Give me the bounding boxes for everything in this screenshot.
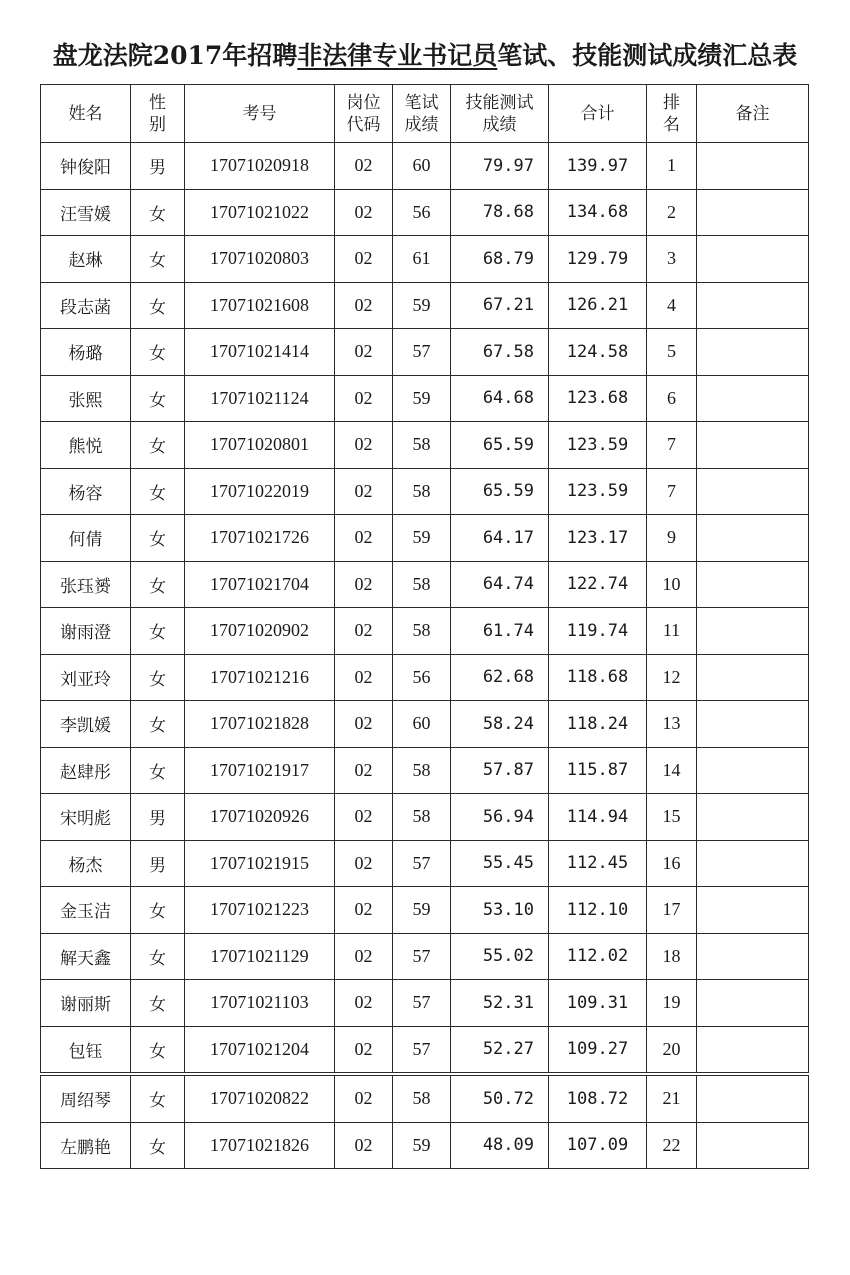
table-row bbox=[41, 980, 809, 1027]
title-suffix: 笔试、技能测试成绩汇总表 bbox=[497, 41, 798, 70]
cell-remark bbox=[697, 840, 809, 887]
cell-remark bbox=[697, 1122, 809, 1169]
cell-skill-score: 58.24 bbox=[451, 701, 549, 748]
cell-total: 119.74 bbox=[549, 608, 647, 655]
cell-exam-no: 17071020822 bbox=[185, 1074, 335, 1122]
cell-name: 李凯媛 bbox=[41, 701, 131, 748]
cell-remark bbox=[697, 143, 809, 190]
cell-name: 谢丽斯 bbox=[41, 980, 131, 1027]
cell-total: 112.45 bbox=[549, 840, 647, 887]
cell-sex: 女 bbox=[131, 375, 185, 422]
cell-total: 139.97 bbox=[549, 143, 647, 190]
cell-remark bbox=[697, 608, 809, 655]
table-row bbox=[41, 561, 809, 608]
cell-name: 何倩 bbox=[41, 515, 131, 562]
cell-skill-score: 64.17 bbox=[451, 515, 549, 562]
cell-name: 金玉洁 bbox=[41, 887, 131, 934]
cell-written-score: 58 bbox=[393, 561, 451, 608]
cell-exam-no: 17071021204 bbox=[185, 1026, 335, 1074]
cell-total: 123.68 bbox=[549, 375, 647, 422]
table-row bbox=[41, 747, 809, 794]
cell-skill-score: 56.94 bbox=[451, 794, 549, 841]
table-row bbox=[41, 794, 809, 841]
cell-post-code: 02 bbox=[335, 701, 393, 748]
cell-remark bbox=[697, 282, 809, 329]
table-row bbox=[41, 282, 809, 329]
cell-post-code: 02 bbox=[335, 375, 393, 422]
cell-written-score: 58 bbox=[393, 794, 451, 841]
cell-exam-no: 17071020902 bbox=[185, 608, 335, 655]
table-row bbox=[41, 468, 809, 515]
cell-rank: 11 bbox=[647, 608, 697, 655]
cell-post-code: 02 bbox=[335, 933, 393, 980]
cell-exam-no: 17071020801 bbox=[185, 422, 335, 469]
cell-post-code: 02 bbox=[335, 515, 393, 562]
cell-post-code: 02 bbox=[335, 561, 393, 608]
cell-written-score: 57 bbox=[393, 933, 451, 980]
cell-remark bbox=[697, 422, 809, 469]
cell-sex: 女 bbox=[131, 1074, 185, 1122]
cell-remark bbox=[697, 794, 809, 841]
cell-written-score: 58 bbox=[393, 1074, 451, 1122]
cell-name: 赵琳 bbox=[41, 236, 131, 283]
cell-written-score: 60 bbox=[393, 701, 451, 748]
cell-written-score: 59 bbox=[393, 282, 451, 329]
cell-post-code: 02 bbox=[335, 236, 393, 283]
cell-name: 包钰 bbox=[41, 1026, 131, 1074]
cell-sex: 女 bbox=[131, 654, 185, 701]
cell-name: 左鹏艳 bbox=[41, 1122, 131, 1169]
cell-written-score: 59 bbox=[393, 887, 451, 934]
title-underlined-position: 非法律专业书记员 bbox=[297, 41, 498, 70]
cell-post-code: 02 bbox=[335, 282, 393, 329]
cell-remark bbox=[697, 468, 809, 515]
cell-written-score: 58 bbox=[393, 468, 451, 515]
cell-remark bbox=[697, 375, 809, 422]
cell-rank: 17 bbox=[647, 887, 697, 934]
cell-written-score: 58 bbox=[393, 747, 451, 794]
cell-post-code: 02 bbox=[335, 143, 393, 190]
cell-rank: 9 bbox=[647, 515, 697, 562]
cell-rank: 7 bbox=[647, 468, 697, 515]
cell-post-code: 02 bbox=[335, 654, 393, 701]
cell-sex: 女 bbox=[131, 933, 185, 980]
cell-rank: 1 bbox=[647, 143, 697, 190]
header-total: 合计 bbox=[549, 85, 647, 143]
table-row bbox=[41, 1026, 809, 1074]
cell-written-score: 57 bbox=[393, 1026, 451, 1074]
cell-name: 张熙 bbox=[41, 375, 131, 422]
cell-exam-no: 17071021124 bbox=[185, 375, 335, 422]
score-table bbox=[40, 84, 809, 1169]
table-row bbox=[41, 933, 809, 980]
table-row bbox=[41, 608, 809, 655]
cell-name: 熊悦 bbox=[41, 422, 131, 469]
table-row bbox=[41, 422, 809, 469]
cell-rank: 21 bbox=[647, 1074, 697, 1122]
header-remark: 备注 bbox=[697, 85, 809, 143]
cell-exam-no: 17071021726 bbox=[185, 515, 335, 562]
cell-total: 108.72 bbox=[549, 1074, 647, 1122]
table-row bbox=[41, 143, 809, 190]
cell-total: 118.24 bbox=[549, 701, 647, 748]
cell-post-code: 02 bbox=[335, 422, 393, 469]
cell-remark bbox=[697, 701, 809, 748]
cell-sex: 女 bbox=[131, 468, 185, 515]
cell-post-code: 02 bbox=[335, 1026, 393, 1074]
cell-exam-no: 17071021828 bbox=[185, 701, 335, 748]
cell-written-score: 58 bbox=[393, 422, 451, 469]
cell-sex: 女 bbox=[131, 980, 185, 1027]
cell-remark bbox=[697, 933, 809, 980]
cell-exam-no: 17071022019 bbox=[185, 468, 335, 515]
cell-exam-no: 17071021608 bbox=[185, 282, 335, 329]
cell-written-score: 59 bbox=[393, 515, 451, 562]
cell-name: 解天鑫 bbox=[41, 933, 131, 980]
cell-post-code: 02 bbox=[335, 887, 393, 934]
cell-total: 107.09 bbox=[549, 1122, 647, 1169]
cell-name: 张珏赟 bbox=[41, 561, 131, 608]
cell-sex: 女 bbox=[131, 701, 185, 748]
cell-skill-score: 68.79 bbox=[451, 236, 549, 283]
page-title bbox=[0, 36, 850, 72]
cell-rank: 16 bbox=[647, 840, 697, 887]
cell-exam-no: 17071021826 bbox=[185, 1122, 335, 1169]
cell-name: 谢雨澄 bbox=[41, 608, 131, 655]
cell-written-score: 57 bbox=[393, 980, 451, 1027]
cell-sex: 男 bbox=[131, 840, 185, 887]
cell-post-code: 02 bbox=[335, 794, 393, 841]
cell-total: 118.68 bbox=[549, 654, 647, 701]
header-written-score: 笔试 成绩 bbox=[393, 85, 451, 143]
cell-skill-score: 50.72 bbox=[451, 1074, 549, 1122]
cell-remark bbox=[697, 1074, 809, 1122]
cell-total: 134.68 bbox=[549, 189, 647, 236]
cell-written-score: 59 bbox=[393, 375, 451, 422]
cell-sex: 男 bbox=[131, 143, 185, 190]
cell-exam-no: 17071021022 bbox=[185, 189, 335, 236]
header-sex: 性 别 bbox=[131, 85, 185, 143]
cell-remark bbox=[697, 980, 809, 1027]
cell-written-score: 60 bbox=[393, 143, 451, 190]
cell-rank: 14 bbox=[647, 747, 697, 794]
cell-remark bbox=[697, 189, 809, 236]
cell-remark bbox=[697, 747, 809, 794]
cell-total: 115.87 bbox=[549, 747, 647, 794]
cell-remark bbox=[697, 887, 809, 934]
cell-name: 刘亚玲 bbox=[41, 654, 131, 701]
cell-rank: 2 bbox=[647, 189, 697, 236]
cell-sex: 女 bbox=[131, 329, 185, 376]
table-row bbox=[41, 1122, 809, 1169]
cell-sex: 女 bbox=[131, 189, 185, 236]
cell-rank: 10 bbox=[647, 561, 697, 608]
cell-exam-no: 17071021129 bbox=[185, 933, 335, 980]
header-rank: 排 名 bbox=[647, 85, 697, 143]
cell-skill-score: 53.10 bbox=[451, 887, 549, 934]
cell-skill-score: 64.74 bbox=[451, 561, 549, 608]
title-prefix: 盘龙法院2017年招聘 bbox=[52, 41, 298, 70]
cell-rank: 7 bbox=[647, 422, 697, 469]
cell-name: 段志菡 bbox=[41, 282, 131, 329]
header-skill-score: 技能测试 成绩 bbox=[451, 85, 549, 143]
cell-total: 123.59 bbox=[549, 468, 647, 515]
cell-skill-score: 65.59 bbox=[451, 468, 549, 515]
cell-skill-score: 67.21 bbox=[451, 282, 549, 329]
table-row bbox=[41, 375, 809, 422]
table-row bbox=[41, 840, 809, 887]
cell-name: 汪雪媛 bbox=[41, 189, 131, 236]
cell-sex: 女 bbox=[131, 1122, 185, 1169]
cell-exam-no: 17071021414 bbox=[185, 329, 335, 376]
cell-skill-score: 79.97 bbox=[451, 143, 549, 190]
cell-rank: 20 bbox=[647, 1026, 697, 1074]
cell-exam-no: 17071021704 bbox=[185, 561, 335, 608]
table-row bbox=[41, 236, 809, 283]
cell-name: 杨璐 bbox=[41, 329, 131, 376]
cell-total: 129.79 bbox=[549, 236, 647, 283]
cell-sex: 女 bbox=[131, 887, 185, 934]
cell-post-code: 02 bbox=[335, 189, 393, 236]
cell-total: 109.31 bbox=[549, 980, 647, 1027]
cell-name: 周绍琴 bbox=[41, 1074, 131, 1122]
cell-skill-score: 52.31 bbox=[451, 980, 549, 1027]
cell-sex: 女 bbox=[131, 236, 185, 283]
header-name: 姓名 bbox=[41, 85, 131, 143]
cell-exam-no: 17071021917 bbox=[185, 747, 335, 794]
cell-written-score: 56 bbox=[393, 654, 451, 701]
cell-sex: 女 bbox=[131, 422, 185, 469]
cell-rank: 13 bbox=[647, 701, 697, 748]
table-row bbox=[41, 329, 809, 376]
cell-rank: 6 bbox=[647, 375, 697, 422]
cell-remark bbox=[697, 654, 809, 701]
cell-total: 122.74 bbox=[549, 561, 647, 608]
cell-exam-no: 17071020926 bbox=[185, 794, 335, 841]
cell-rank: 4 bbox=[647, 282, 697, 329]
cell-skill-score: 57.87 bbox=[451, 747, 549, 794]
cell-name: 杨杰 bbox=[41, 840, 131, 887]
cell-name: 杨容 bbox=[41, 468, 131, 515]
cell-total: 112.10 bbox=[549, 887, 647, 934]
cell-sex: 女 bbox=[131, 515, 185, 562]
cell-post-code: 02 bbox=[335, 329, 393, 376]
cell-post-code: 02 bbox=[335, 747, 393, 794]
cell-sex: 女 bbox=[131, 282, 185, 329]
cell-rank: 19 bbox=[647, 980, 697, 1027]
cell-skill-score: 62.68 bbox=[451, 654, 549, 701]
table-row bbox=[41, 654, 809, 701]
cell-total: 123.17 bbox=[549, 515, 647, 562]
cell-skill-score: 67.58 bbox=[451, 329, 549, 376]
cell-written-score: 61 bbox=[393, 236, 451, 283]
cell-post-code: 02 bbox=[335, 980, 393, 1027]
cell-total: 123.59 bbox=[549, 422, 647, 469]
cell-exam-no: 17071020918 bbox=[185, 143, 335, 190]
cell-rank: 12 bbox=[647, 654, 697, 701]
cell-name: 钟俊阳 bbox=[41, 143, 131, 190]
cell-exam-no: 17071021915 bbox=[185, 840, 335, 887]
cell-exam-no: 17071021216 bbox=[185, 654, 335, 701]
cell-written-score: 57 bbox=[393, 840, 451, 887]
table-row bbox=[41, 1074, 809, 1122]
table-row bbox=[41, 515, 809, 562]
cell-skill-score: 65.59 bbox=[451, 422, 549, 469]
cell-rank: 5 bbox=[647, 329, 697, 376]
table-row bbox=[41, 887, 809, 934]
cell-sex: 女 bbox=[131, 1026, 185, 1074]
table-header-row bbox=[41, 85, 809, 143]
cell-remark bbox=[697, 515, 809, 562]
cell-skill-score: 48.09 bbox=[451, 1122, 549, 1169]
cell-name: 宋明彪 bbox=[41, 794, 131, 841]
cell-post-code: 02 bbox=[335, 608, 393, 655]
cell-total: 126.21 bbox=[549, 282, 647, 329]
cell-exam-no: 17071021103 bbox=[185, 980, 335, 1027]
cell-rank: 22 bbox=[647, 1122, 697, 1169]
table-row bbox=[41, 189, 809, 236]
cell-rank: 15 bbox=[647, 794, 697, 841]
cell-written-score: 57 bbox=[393, 329, 451, 376]
cell-written-score: 59 bbox=[393, 1122, 451, 1169]
cell-skill-score: 64.68 bbox=[451, 375, 549, 422]
cell-sex: 女 bbox=[131, 747, 185, 794]
table-row bbox=[41, 701, 809, 748]
cell-skill-score: 55.02 bbox=[451, 933, 549, 980]
cell-written-score: 56 bbox=[393, 189, 451, 236]
cell-post-code: 02 bbox=[335, 1122, 393, 1169]
cell-exam-no: 17071020803 bbox=[185, 236, 335, 283]
header-post-code: 岗位 代码 bbox=[335, 85, 393, 143]
cell-sex: 女 bbox=[131, 608, 185, 655]
cell-post-code: 02 bbox=[335, 840, 393, 887]
header-exam-no: 考号 bbox=[185, 85, 335, 143]
cell-skill-score: 52.27 bbox=[451, 1026, 549, 1074]
cell-remark bbox=[697, 236, 809, 283]
cell-post-code: 02 bbox=[335, 1074, 393, 1122]
cell-name: 赵肆彤 bbox=[41, 747, 131, 794]
cell-sex: 男 bbox=[131, 794, 185, 841]
cell-rank: 3 bbox=[647, 236, 697, 283]
cell-exam-no: 17071021223 bbox=[185, 887, 335, 934]
cell-sex: 女 bbox=[131, 561, 185, 608]
cell-remark bbox=[697, 329, 809, 376]
cell-remark bbox=[697, 561, 809, 608]
cell-total: 124.58 bbox=[549, 329, 647, 376]
cell-remark bbox=[697, 1026, 809, 1074]
cell-skill-score: 61.74 bbox=[451, 608, 549, 655]
cell-total: 112.02 bbox=[549, 933, 647, 980]
cell-written-score: 58 bbox=[393, 608, 451, 655]
cell-skill-score: 78.68 bbox=[451, 189, 549, 236]
cell-post-code: 02 bbox=[335, 468, 393, 515]
cell-skill-score: 55.45 bbox=[451, 840, 549, 887]
cell-rank: 18 bbox=[647, 933, 697, 980]
cell-total: 114.94 bbox=[549, 794, 647, 841]
cell-total: 109.27 bbox=[549, 1026, 647, 1074]
